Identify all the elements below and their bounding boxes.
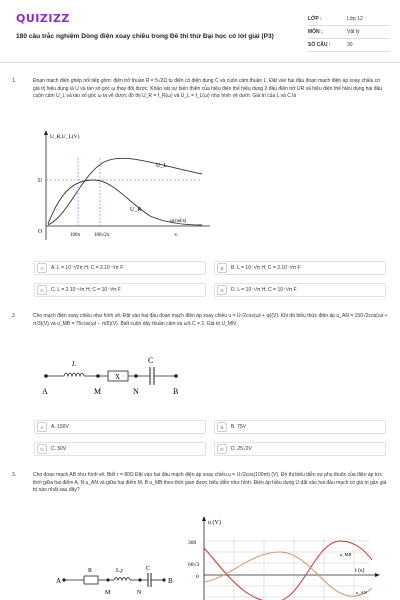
question-3 bbox=[12, 472, 390, 506]
label-a: A bbox=[42, 387, 48, 396]
label-n: N bbox=[133, 387, 139, 396]
q2-option-b[interactable] bbox=[214, 420, 386, 434]
x-axis-label: ω(rad/s) bbox=[170, 219, 187, 224]
label-b: B bbox=[173, 387, 179, 396]
question-1 bbox=[12, 78, 390, 118]
option-text: A. L = 10⁻¹/2π H; C = 2.10⁻³/π F bbox=[51, 265, 124, 271]
q2-option-c[interactable] bbox=[34, 442, 206, 456]
q3-circuit bbox=[56, 562, 182, 598]
node-n bbox=[138, 578, 141, 581]
curve-ur-label: U_R bbox=[130, 207, 142, 213]
question-2 bbox=[12, 313, 390, 343]
series-label-uan: u_AN bbox=[356, 590, 367, 595]
meta-key: LỚP : bbox=[308, 16, 322, 22]
u-label: U bbox=[38, 178, 43, 184]
tick-100sqrt2pi: 100√2π bbox=[94, 233, 110, 238]
tick-100pi: 100π bbox=[70, 233, 81, 238]
question-text: Cho mạch điện xoay chiều như hình vẽ. Đặt vào hai đầu đoạn mạch điện áp xoay chiều u = U√2cos(ωt + φ)(V). Khi đó biểu thức điện áp u_AN = 150√2cos(ωt + π/3)(V) và u_MB = 75cos(ωt − π/6)(V). Biết cuộn dây thuần cảm và ω²LC = 2. Giá trị U_MN: bbox=[33, 313, 388, 327]
meta-key: MÔN : bbox=[308, 29, 323, 35]
meta-table bbox=[308, 13, 390, 52]
t-axis-label: t (s) bbox=[355, 568, 365, 574]
option-letter: D bbox=[217, 285, 227, 295]
inductor-coil bbox=[64, 373, 84, 376]
y-tick-60sqrt3: 60√3 bbox=[188, 562, 200, 568]
meta-row-class bbox=[308, 13, 390, 26]
curve-ul bbox=[48, 158, 202, 225]
q1-graph bbox=[34, 128, 214, 250]
q2-circuit bbox=[40, 352, 200, 398]
q1-option-a[interactable] bbox=[34, 261, 206, 275]
quizizz-logo: QUIZIZZ bbox=[16, 12, 70, 25]
option-letter: D bbox=[217, 444, 227, 454]
y-axis-arrow bbox=[44, 130, 48, 135]
curve-red bbox=[204, 541, 372, 600]
question-text: Cho đoạn mạch AB như hình vẽ. Biết r = 80Ω Đặt vào hai đầu mạch điện áp xoay chiều u = U√2cos(100πt) (V). Đồ thị biểu diễn sự phụ thuộc của điện áp tức thời giữa hai điểm A, N u_AN và giữa hai điểm M, B u_MB theo thời gian được biểu diễn như hình. Điện áp hiệu dụng U đặt vào hai đầu mạch có giá trị gần giá trị nào nhất sau đây? bbox=[33, 472, 387, 494]
label-c: C bbox=[146, 566, 151, 572]
label-l: L bbox=[72, 360, 76, 368]
option-letter: B bbox=[217, 422, 227, 432]
origin-label: O bbox=[38, 229, 43, 235]
label-m: M bbox=[105, 590, 111, 596]
option-letter: A bbox=[37, 422, 47, 432]
q2-option-d[interactable] bbox=[214, 442, 386, 456]
t-axis-arrow bbox=[375, 573, 380, 577]
label-b: B bbox=[168, 577, 173, 585]
meta-key: SỐ CÂU : bbox=[308, 42, 331, 48]
meta-row-count bbox=[308, 39, 390, 52]
label-x: X bbox=[115, 373, 121, 381]
meta-row-subject bbox=[308, 26, 390, 39]
node-b bbox=[174, 374, 178, 378]
document-title: 180 câu trắc nghiệm Dòng điện xoay chiều trong Đề thi thử Đại học có lời giải (P3) bbox=[16, 33, 274, 40]
curve-orange bbox=[204, 552, 372, 596]
series-label-umb: u_MB bbox=[340, 552, 352, 557]
y-axis-arrow bbox=[202, 516, 206, 521]
node-m bbox=[96, 374, 100, 378]
option-letter: C bbox=[37, 285, 47, 295]
option-text: B. 75V bbox=[231, 424, 247, 430]
label-m: M bbox=[94, 387, 102, 396]
meta-value: Lớp 12 bbox=[347, 16, 363, 22]
q1-option-b[interactable] bbox=[214, 261, 386, 275]
q1-option-c[interactable] bbox=[34, 283, 206, 297]
option-letter: C bbox=[37, 444, 47, 454]
node-n bbox=[134, 374, 138, 378]
grid bbox=[204, 538, 370, 600]
y-tick-0: 0 bbox=[196, 574, 199, 580]
q3-graph bbox=[190, 512, 386, 600]
label-n: N bbox=[137, 590, 142, 596]
option-letter: B bbox=[217, 263, 227, 273]
question-text: Đoạn mạch điện ghép nối tiếp gồm: điện trở thuần R = 5√2Ω tụ điện có điện dung C và cuộn cảm thuần L. Đặt vào hai đầu đoạn mạch điện áp xoay chiều có giá trị hiệu dụng là U và tần số góc ω thay đổi được. Khảo sát sự biến thiên của hiệu điện thế hiệu dụng 2 đầu điện trở UR và hiệu điện thế hiệu dụng hai đầu cuộn cảm U_L và tần số góc ω ta vẽ được đồ thị U_R = f_R(ω) và U_L = f_L(ω) như hình vẽ dưới. Giá trị của L và C là bbox=[33, 78, 383, 100]
question-number: 2. bbox=[12, 313, 17, 319]
y-axis-label: u (V) bbox=[208, 520, 221, 526]
option-text: C. 50V bbox=[51, 446, 67, 452]
meta-value: Vật lý bbox=[347, 29, 360, 35]
option-letter: A bbox=[37, 263, 47, 273]
node-m bbox=[106, 578, 109, 581]
meta-value: 30 bbox=[347, 42, 353, 48]
option-text: D. L = 10⁻¹/π H; C = 10⁻³/π F bbox=[231, 287, 297, 293]
page-header bbox=[0, 0, 400, 63]
label-r: R bbox=[88, 568, 93, 574]
label-a: A bbox=[56, 577, 62, 585]
question-number: 3. bbox=[12, 472, 17, 478]
tick-infinity: ∞ bbox=[174, 233, 178, 238]
q1-option-d[interactable] bbox=[214, 283, 386, 297]
question-number: 1. bbox=[12, 78, 17, 84]
resistor-r bbox=[84, 576, 98, 584]
y-tick-300: 300 bbox=[188, 540, 197, 546]
label-lr: L,r bbox=[116, 568, 124, 574]
option-text: A. 150V bbox=[51, 424, 69, 430]
node-b bbox=[162, 578, 165, 581]
option-text: B. L = 10⁻¹/π H; C = 2.10⁻³/π F bbox=[231, 265, 301, 271]
q2-option-a[interactable] bbox=[34, 420, 206, 434]
curve-ul-label: U_L bbox=[156, 163, 167, 169]
inductor-coil bbox=[114, 578, 130, 581]
y-axis-label: U_R,U_L(V) bbox=[50, 134, 80, 140]
option-text: C. L = 2.10⁻¹/π H; C = 10⁻³/π F bbox=[51, 287, 121, 293]
label-c: C bbox=[148, 356, 154, 365]
option-text: D. 25√2V bbox=[231, 446, 252, 452]
